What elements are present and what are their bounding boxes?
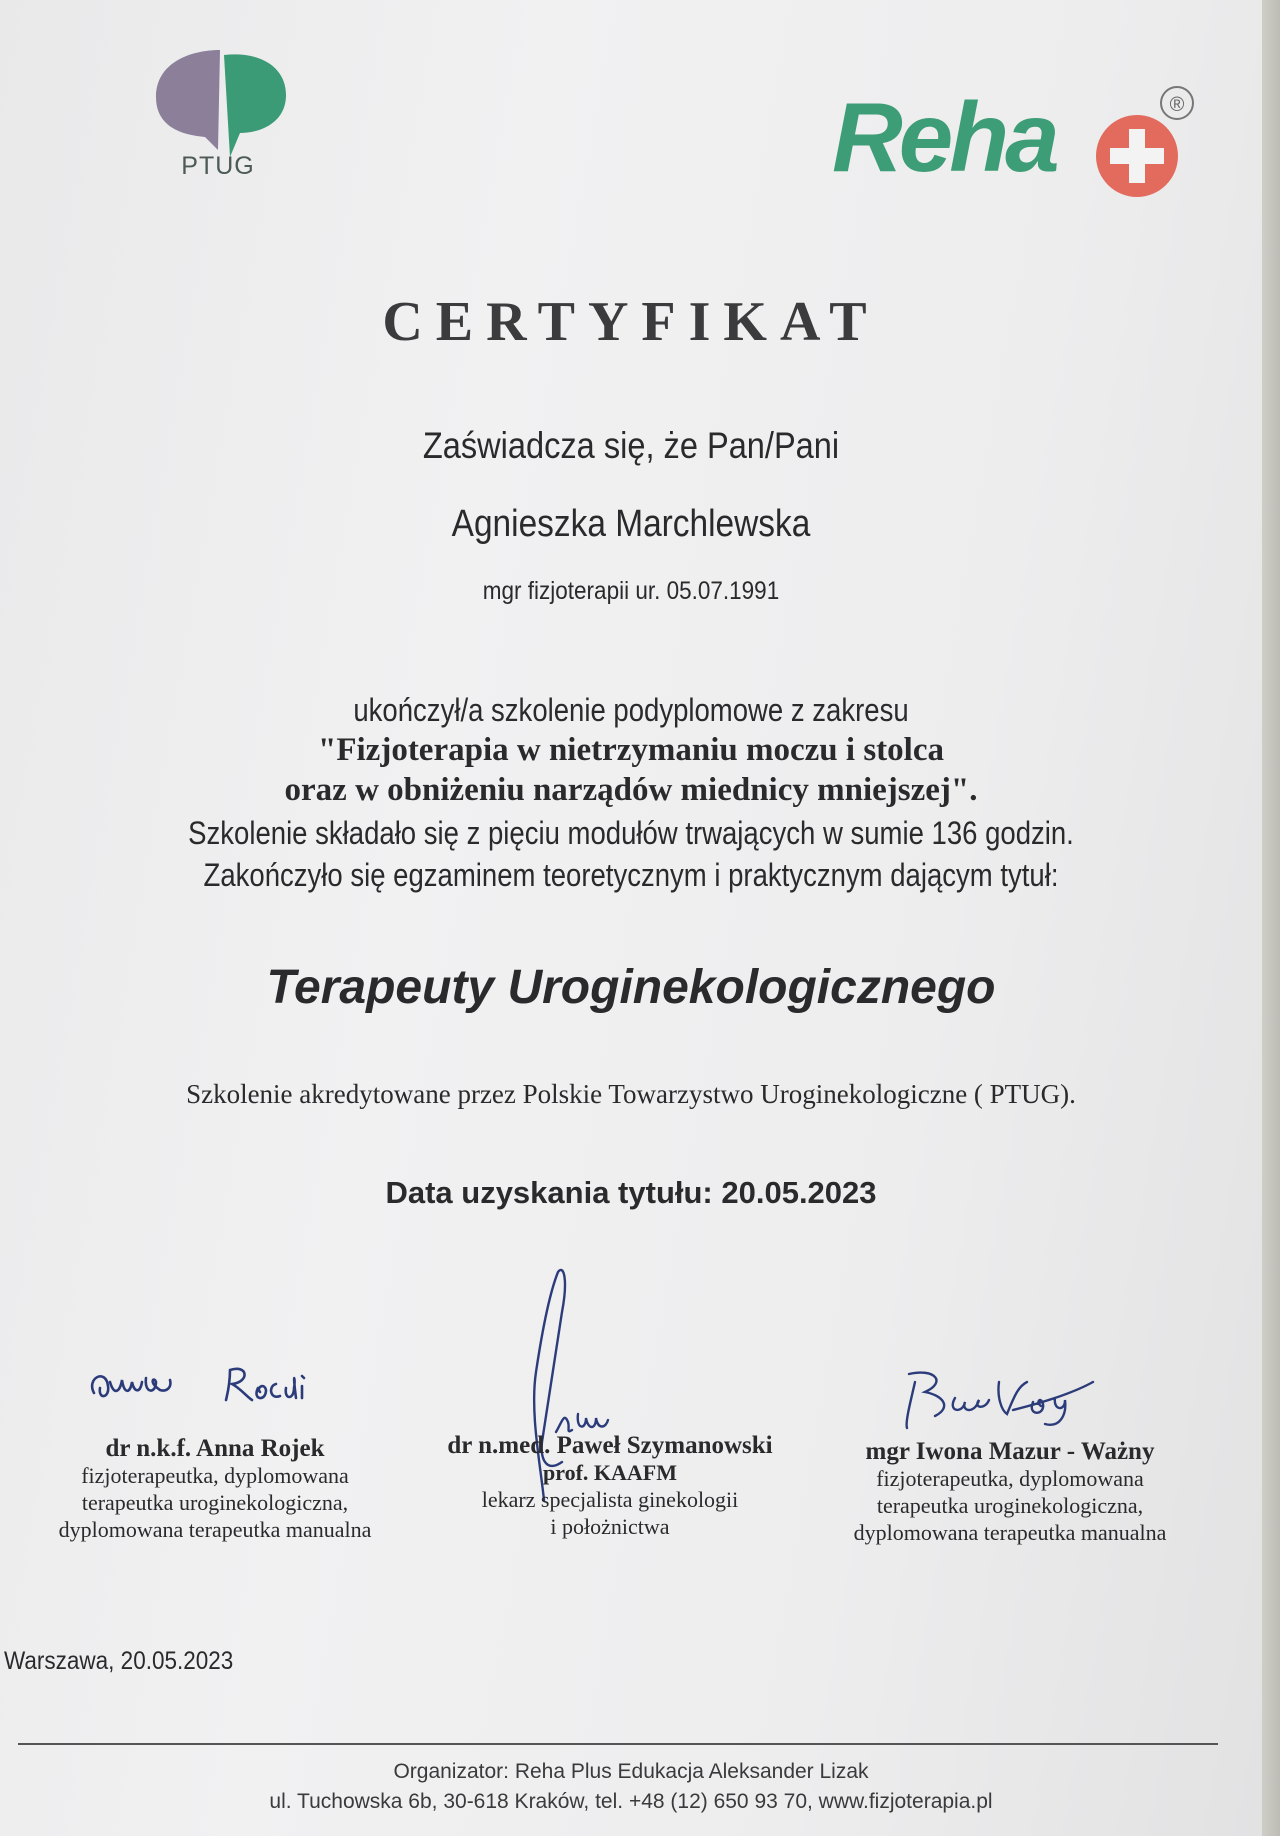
intro-text: Zaświadcza się, że Pan/Pani	[422, 425, 840, 466]
signer-title-line: terapeutka uroginekologiczna,	[81, 1490, 349, 1515]
signer-title-line: i położnictwa	[550, 1514, 670, 1539]
recipient-details: mgr fizjoterapii ur. 05.07.1991	[482, 577, 780, 605]
signer-title-line: lekarz specjalista ginekologii	[481, 1487, 739, 1512]
signer-title-line: prof. KAAFM	[542, 1460, 678, 1485]
signer-name: dr n.med. Paweł Szymanowski	[447, 1432, 773, 1459]
accreditation-text: Szkolenie akredytowane przez Polskie Towarzystwo Uroginekologiczne ( PTUG).	[186, 1079, 1076, 1109]
signature-block-3	[815, 1438, 1205, 1546]
footer-divider	[18, 1743, 1218, 1745]
place-date: Warszawa, 20.05.2023	[4, 1647, 234, 1675]
footer-address: ul. Tuchowska 6b, 30-618 Kraków, tel. +48 (12) 650 93 70, www.fizjoterapia.pl	[269, 1790, 993, 1813]
signature-block-2	[415, 1432, 805, 1540]
certificate-title: CERTYFIKAT	[382, 291, 880, 353]
signature-block-1	[20, 1435, 410, 1543]
exam-text: Zakończyło się egzaminem teoretycznym i praktycznym dającym tytuł:	[203, 857, 1059, 893]
completed-text: ukończył/a szkolenie podyplomowe z zakresu	[353, 692, 909, 728]
registered-mark: ®	[1160, 86, 1194, 120]
signer-name: dr n.k.f. Anna Rojek	[105, 1435, 325, 1462]
background-edge	[1262, 0, 1280, 1836]
signer-title-line: fizjoterapeutka, dyplomowana	[876, 1466, 1144, 1491]
signer-title-line: terapeutka uroginekologiczna,	[876, 1493, 1144, 1518]
course-title-line2: oraz w obniżeniu narządów miednicy mniejszej".	[284, 772, 978, 808]
signer-title-line: dyplomowana terapeutka manualna	[58, 1517, 372, 1542]
signer-title-line: dyplomowana terapeutka manualna	[853, 1520, 1167, 1545]
signature-iwona-mazur-wazny	[895, 1362, 1095, 1442]
signature-anna-rojek	[80, 1348, 330, 1418]
award-date: Data uzyskania tytułu: 20.05.2023	[385, 1175, 877, 1210]
footer-organizer: Organizator: Reha Plus Edukacja Aleksander Lizak	[393, 1760, 869, 1783]
reha-plus-icon	[1096, 115, 1178, 197]
course-title-line1: "Fizjoterapia w nietrzymaniu moczu i stolca	[318, 732, 944, 768]
reha-logo-text: Reha	[832, 82, 1056, 192]
ptug-logo-label: PTUG	[181, 152, 255, 180]
recipient-name: Agnieszka Marchlewska	[451, 503, 811, 545]
signer-title-line: fizjoterapeutka, dyplomowana	[81, 1463, 349, 1488]
degree-title: Terapeuty Uroginekologicznego	[266, 961, 996, 1014]
signer-name: mgr Iwona Mazur - Ważny	[865, 1438, 1155, 1465]
modules-text: Szkolenie składało się z pięciu modułów trwających w sumie 136 godzin.	[188, 815, 1074, 851]
